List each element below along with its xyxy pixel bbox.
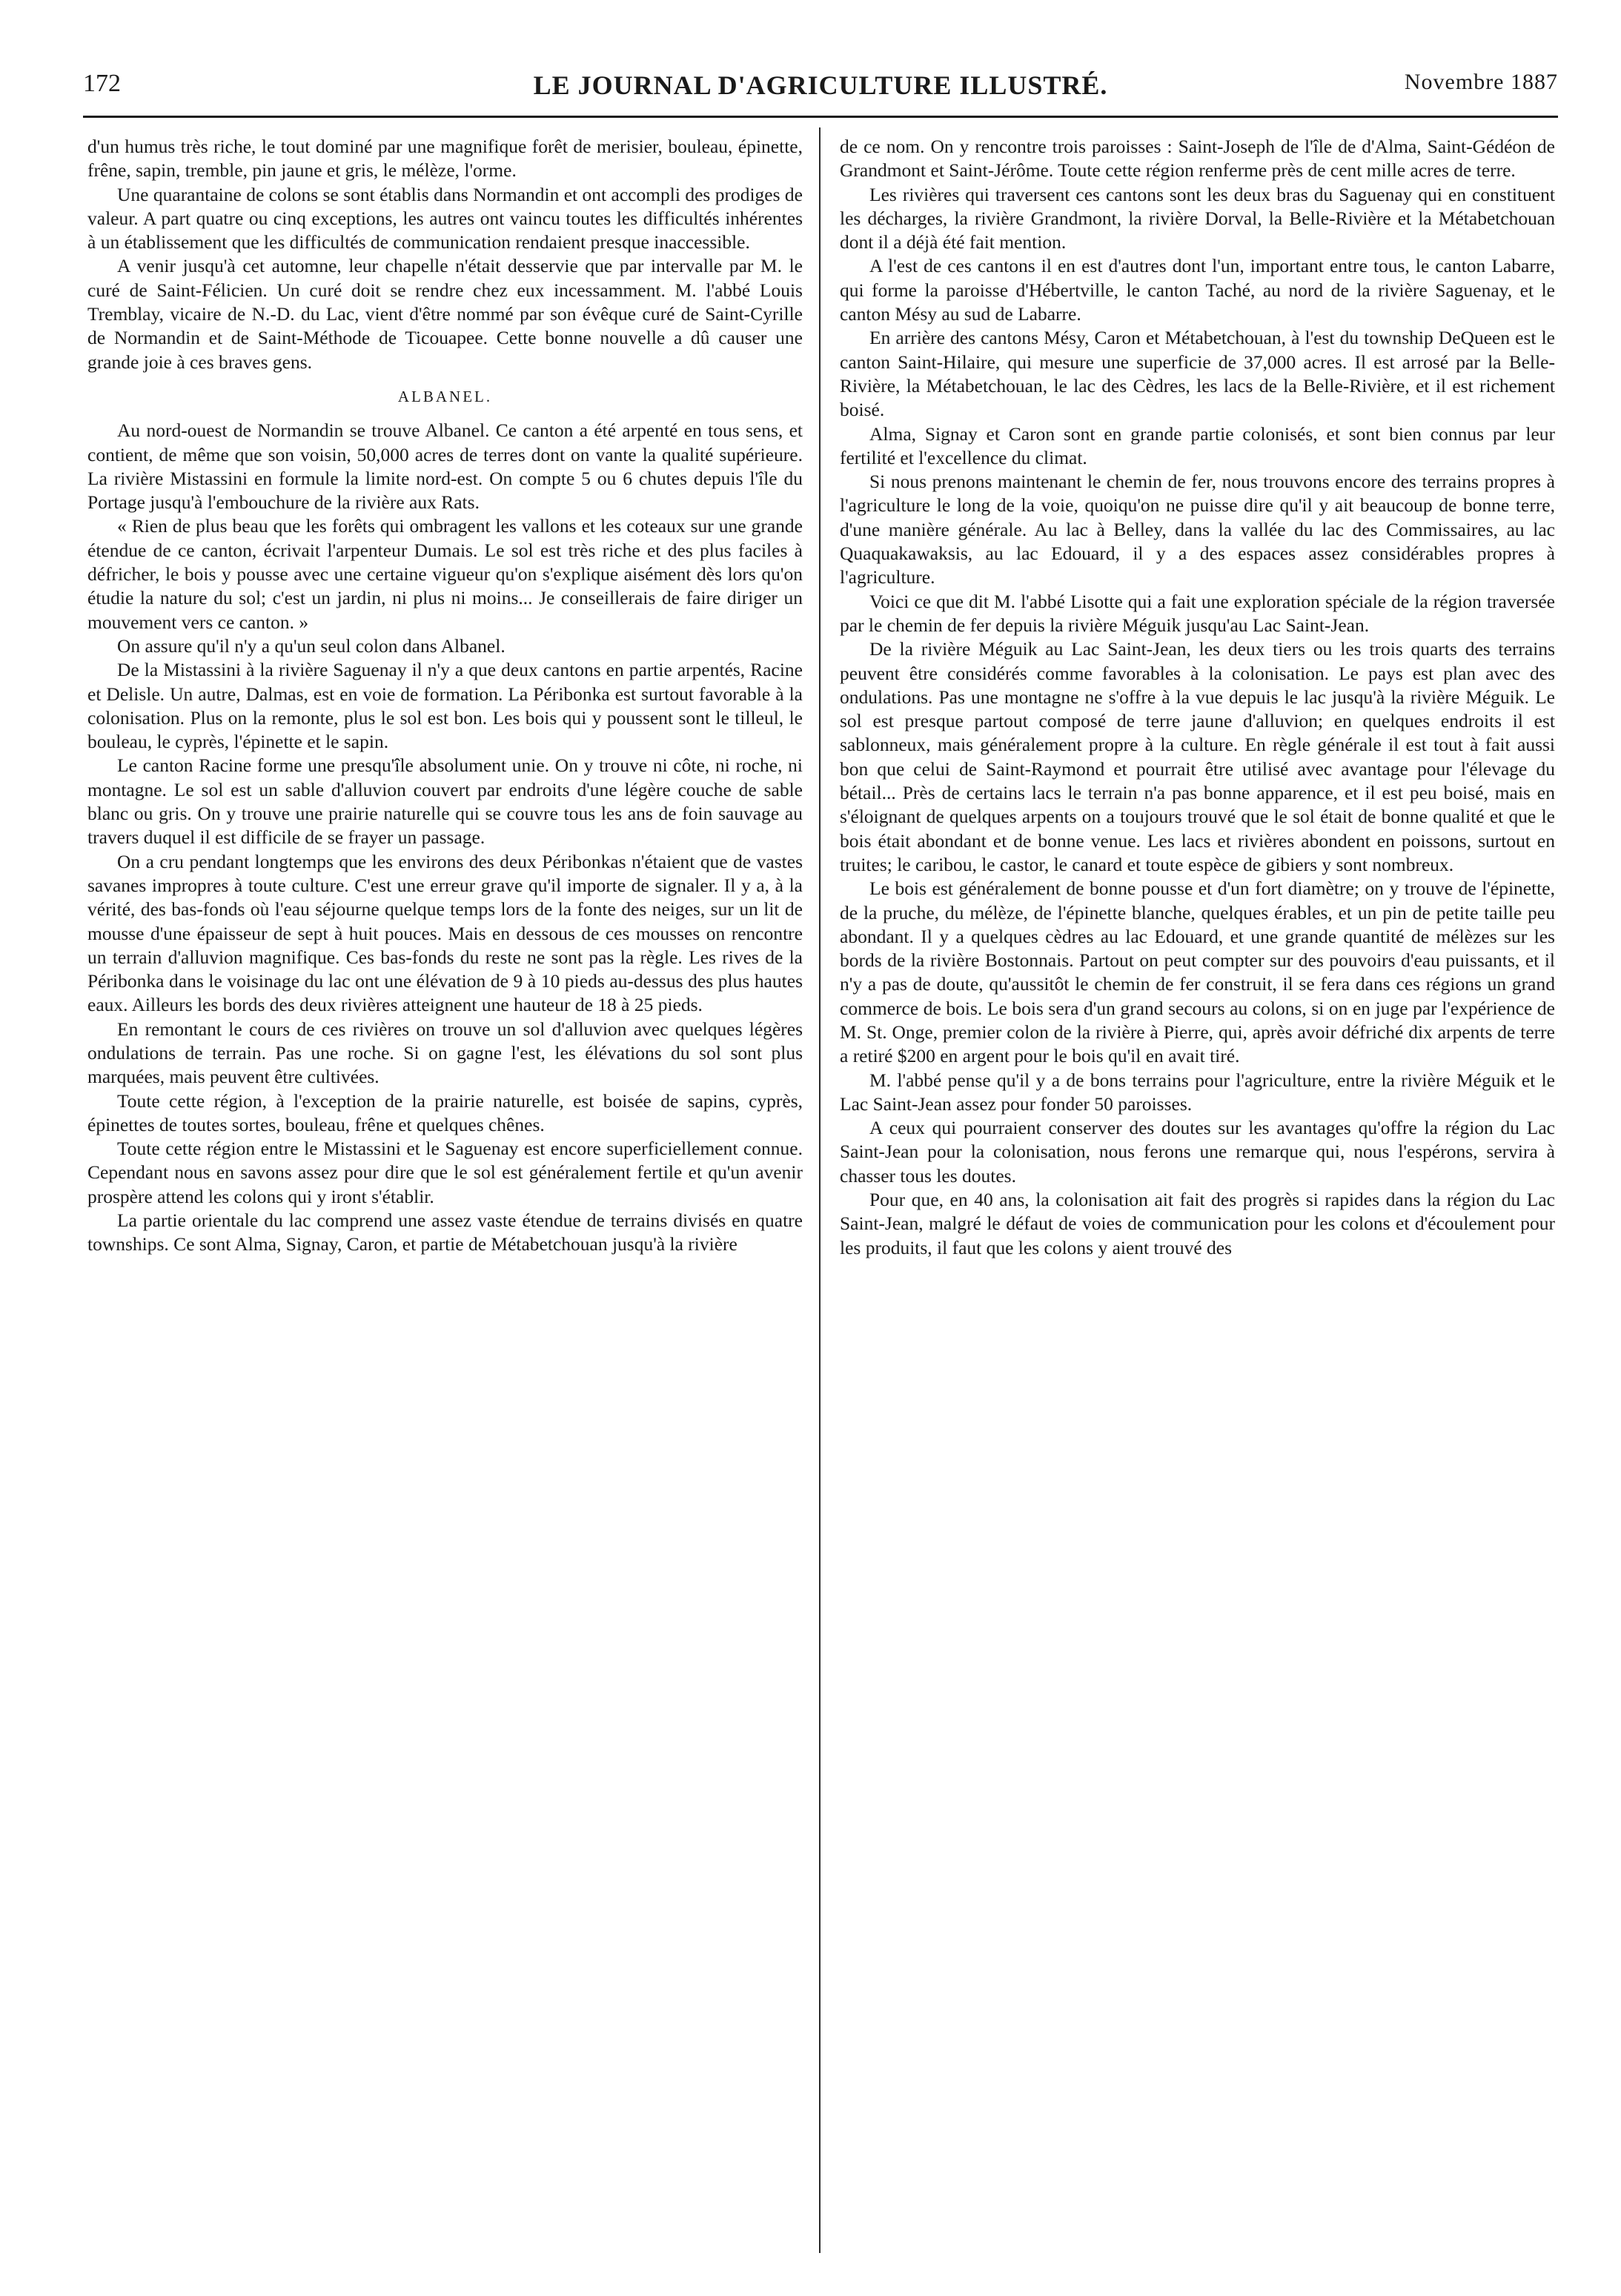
- issue-date: Novembre 1887: [1404, 70, 1558, 94]
- paragraph: d'un humus très riche, le tout dominé par une magnifique forêt de merisier, bouleau, épinette, frêne, sapin, tremble, pin jaune et gris, le mélèze, l'orme.: [87, 136, 803, 182]
- paragraph: Toute cette région, à l'exception de la prairie naturelle, est boisée de sapins, cyprès, épinettes de toutes sortes, bouleau, frêne et quelques chênes.: [87, 1089, 803, 1135]
- paragraph: Les rivières qui traversent ces cantons sont les deux bras du Saguenay qui en constituent les décharges, la rivière Grandmont, la rivière Dorval, la Belle-Rivière et la Métabetchouan dont il a déjà été fait mention.: [840, 183, 1555, 253]
- header-rule: [83, 116, 1558, 118]
- page-number: 172: [83, 70, 121, 97]
- paragraph: Le bois est généralement de bonne pousse et d'un fort diamètre; on y trouve de l'épinette, de la pruche, du mélèze, de l'épinette blanche, quelques érables, et un pin de petite taille peu abondant. Il y a quelques cèdres au lac Edouard, et une grande quantité de mélèzes sur les bords de la rivière Bostonnais. Partout on peut compter sur des pouvoirs d'eau puissants, et il n'y a pas de doute, qu'aussitôt le chemin de fer construit, il se fera dans ces régions un grand commerce de bois. Le bois sera d'un grand secours au colons, si on en juge par l'expérience de M. St. Onge, premier colon de la rivière à Pierre, qui, après avoir défriché dix arpents de terre a retiré $200 en argent pour le bois qu'il en avait tiré.: [840, 877, 1555, 1067]
- paragraph: M. l'abbé pense qu'il y a de bons terrains pour l'agriculture, entre la rivière Méguik et le Lac Saint-Jean assez pour fonder 50 paroisses.: [840, 1069, 1555, 1115]
- paragraph: A ceux qui pourraient conserver des doutes sur les avantages qu'offre la région du Lac Saint-Jean pour la colonisation, nous ferons une remarque qui, nous l'espérons, servira à chasser tous les doutes.: [840, 1117, 1555, 1187]
- paragraph: Si nous prenons maintenant le chemin de fer, nous trouvons encore des terrains propres à l'agriculture le long de la voie, quoiqu'on ne puisse dire qu'il y ait beaucoup de bonne terre, d'une manière générale. Au lac à Belley, dans la vallée du lac des Commissaires, au lac Quaquakawaksis, au lac Edouard, il y a des espaces assez considérables propres à l'agriculture.: [840, 471, 1555, 588]
- paragraph: En remontant le cours de ces rivières on trouve un sol d'alluvion avec quelques légères ondulations de terrain. Pas une roche. Si on gagne l'est, les élévations du sol sont plus marquées, mais peuvent être cultivées.: [87, 1018, 803, 1088]
- page-header: [83, 70, 1558, 114]
- paragraph: Au nord-ouest de Normandin se trouve Albanel. Ce canton a été arpenté en tous sens, et contient, de même que son voisin, 50,000 acres de terres dont on vante la qualité supérieure. La rivière Mistassini en formule la limite nord-est. On compte 5 ou 6 chutes depuis l'île du Portage jusqu'à l'embouchure de la rivière aux Rats.: [87, 419, 803, 514]
- paragraph: En arrière des cantons Mésy, Caron et Métabetchouan, à l'est du township DeQueen est le canton Saint-Hilaire, qui mesure une superficie de 37,000 acres. Il est arrosé par la Belle-Rivière, la Métabetchouan, le lac des Cèdres, les lacs de la Belle-Rivière, et il est richement boisé.: [840, 327, 1555, 421]
- paragraph: On a cru pendant longtemps que les environs des deux Péribonkas n'étaient que de vastes savanes impropres à toute culture. C'est une erreur grave qu'il importe de signaler. Il y a, à la vérité, des bas-fonds où l'eau séjourne quelque temps lors de la fonte des neiges, sur un lit de mousse d'une épaisseur de sept à huit pouces. Mais en dessous de ces mousses on rencontre un terrain d'alluvion magnifique. Ces bas-fonds du reste ne sont pas la règle. Les rives de la Péribonka dans le voisinage du lac ont une élévation de 9 à 10 pieds au-dessus des plus hautes eaux. Ailleurs les bords des deux rivières atteignent une hauteur de 18 à 25 pieds.: [87, 850, 803, 1016]
- paragraph: La partie orientale du lac comprend une assez vaste étendue de terrains divisés en quatre townships. Ce sont Alma, Signay, Caron, et partie de Métabetchouan jusqu'à la rivière: [87, 1210, 803, 1255]
- paragraph: Pour que, en 40 ans, la colonisation ait fait des progrès si rapides dans la région du Lac Saint-Jean, malgré le défaut de voies de communication pour les colons et d'écoulement pour les produits, il faut que les colons y aient trouvé des: [840, 1189, 1555, 1258]
- left-column: [87, 135, 803, 2254]
- journal-title: LE JOURNAL D'AGRICULTURE ILLUSTRÉ.: [533, 70, 1108, 100]
- paragraph: A venir jusqu'à cet automne, leur chapelle n'était desservie que par intervalle par M. le curé de Saint-Félicien. Un curé doit se rendre chez eux incessamment. M. l'abbé Louis Tremblay, vicaire de N.-D. du Lac, vient d'être nommé par son évêque curé de Saint-Cyrille de Normandin et de Saint-Méthode de Ticouapee. Cette bonne nouvelle a dû causer une grande joie à ces braves gens.: [87, 255, 803, 373]
- paragraph: « Rien de plus beau que les forêts qui ombragent les vallons et les coteaux sur une grande étendue de ce canton, écrivait l'arpenteur Dumais. Le sol est très riche et des plus faciles à défricher, le bois y pousse avec une certaine vigueur qu'on s'explique aisément dès lors qu'on étudie la nature du sol; c'est un jardin, ni plus ni moins... Je conseillerais de faire diriger un mouvement vers ce canton. »: [87, 515, 803, 633]
- right-column: [840, 135, 1555, 2254]
- paragraph: On assure qu'il n'y a qu'un seul colon dans Albanel.: [117, 634, 505, 657]
- paragraph: Une quarantaine de colons se sont établis dans Normandin et ont accompli des prodiges de valeur. A part quatre ou cinq exceptions, les autres ont vaincu toutes les difficultés inhérentes à un établissement que les difficultés de communication rendaient presque inaccessible.: [87, 183, 803, 253]
- paragraph: De la rivière Méguik au Lac Saint-Jean, les deux tiers ou les trois quarts des terrains peuvent être considérés comme favorables à la colonisation. Le pays est plan avec des ondulations. Pas une montagne ne s'offre à la vue depuis le lac jusqu'à la rivière Méguik. Le sol est presque partout composé de terre jaune d'alluvion; en quelques endroits il est sablonneux, mais généralement propre à la culture. En règle générale il est tout à fait aussi bon que celui de Saint-Raymond et pourrait être utilisé avec avantage pour l'élevage du bétail... Près de certains lacs le terrain n'a pas bonne apparence, et il est peu boisé, mais en s'éloignant de quelques arpents on a toujours trouvé que le sol était de bonne qualité et que le bois était abondant et de bonne venue. Les lacs et rivières abondent en poissons, surtout en truites; le caribou, le castor, le canard et toute espèce de gibiers y sont nombreux.: [840, 638, 1555, 875]
- paragraph: de ce nom. On y rencontre trois paroisses : Saint-Joseph de l'île de d'Alma, Saint-Gédéon de Grandmont et Saint-Jérôme. Toute cette région renferme près de cent mille acres de terre.: [840, 136, 1555, 182]
- paragraph: Toute cette région entre le Mistassini et le Saguenay est encore superficiellement connue. Cependant nous en savons assez pour dire que le sol est généralement fertile et qu'un avenir prospère attend les colons qui y iront s'établir.: [87, 1138, 803, 1207]
- paragraph: Voici ce que dit M. l'abbé Lisotte qui a fait une exploration spéciale de la région traversée par le chemin de fer depuis la rivière Méguik jusqu'au Lac Saint-Jean.: [840, 590, 1555, 636]
- paragraph: De la Mistassini à la rivière Saguenay il n'y a que deux cantons en partie arpentés, Racine et Delisle. Un autre, Dalmas, est en voie de formation. La Péribonka est surtout favorable à la colonisation. Plus on la remonte, plus le sol est bon. Les bois qui y poussent sont le tilleul, le bouleau, le cyprès, l'épinette et le sapin.: [87, 659, 803, 753]
- paragraph: A l'est de ces cantons il en est d'autres dont l'un, important entre tous, le canton Labarre, qui forme la paroisse d'Hébertville, le canton Taché, au nord de la rivière Saguenay, et le canton Mésy au sud de Labarre.: [840, 255, 1555, 325]
- section-heading: ALBANEL.: [397, 387, 493, 405]
- paragraph: Le canton Racine forme une presqu'île absolument unie. On y trouve ni côte, ni roche, ni montagne. Le sol est un sable d'alluvion couvert par endroits d'une légère couche de sable blanc ou gris. On y trouve une prairie naturelle qui se couvre tous les ans de foin sauvage au travers duquel il est difficile de se frayer un passage.: [87, 754, 803, 849]
- paragraph: Alma, Signay et Caron sont en grande partie colonisés, et sont bien connus par leur fertilité et l'excellence du climat.: [840, 422, 1555, 468]
- column-divider: [819, 127, 821, 2253]
